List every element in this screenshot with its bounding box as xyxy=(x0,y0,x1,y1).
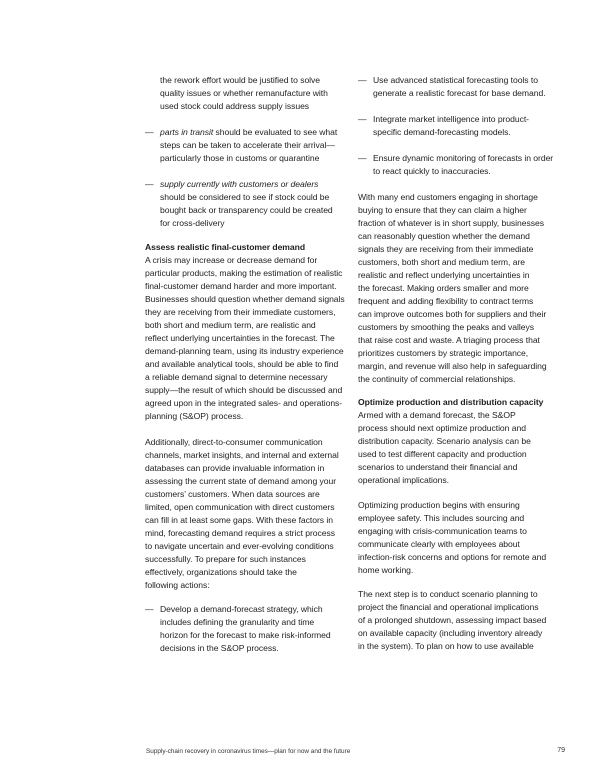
text-line: horizon for the forecast to make risk-informed xyxy=(160,630,331,640)
text-line: Additionally, direct-to-consumer communication xyxy=(145,437,323,447)
text-line: the forecast. Making orders smaller and more xyxy=(358,283,529,293)
text-line: Armed with a demand forecast, the S&OP xyxy=(358,410,516,420)
text-line: decisions in the S&OP process. xyxy=(160,643,279,653)
text-line: communicate clearly with employees about xyxy=(358,539,520,549)
text-line: on available capacity (including inventory already xyxy=(358,628,543,638)
text-line: to navigate uncertain and ever-evolving conditions xyxy=(145,541,334,551)
text-line: and available analytical tools, should be able to find xyxy=(145,359,339,369)
text-line: buying to ensure that they can claim a higher xyxy=(358,205,527,215)
text-line: should be considered to see if stock could be xyxy=(160,192,330,202)
bullet-transit-first-line xyxy=(160,126,337,139)
text-line: demand-planning team, using its industry experience xyxy=(145,346,344,356)
text-line: customers, both short and medium term, are xyxy=(358,257,525,267)
text-line: effectively, organizations should take the xyxy=(145,567,297,577)
bullet-dash: — xyxy=(358,75,367,85)
text-line: Use advanced statistical forecasting tools to xyxy=(373,75,538,85)
text-line: The next step is to conduct scenario planning to xyxy=(358,589,538,599)
section-heading: Assess realistic final-customer demand xyxy=(145,242,306,252)
text-line: generate a realistic forecast for base demand. xyxy=(373,88,546,98)
text-line: for cross-delivery xyxy=(160,218,225,228)
text-line: engaging with crisis-communication teams to xyxy=(358,526,527,536)
text-line: assessing the current state of demand among your xyxy=(145,476,337,486)
bullet-dash: — xyxy=(145,179,154,189)
text-line: Ensure dynamic monitoring of forecasts in order xyxy=(373,153,554,163)
text-line: project the financial and operational implications xyxy=(358,602,539,612)
page-number: 79 xyxy=(557,747,565,754)
text-line: they are receiving from their immediate customers, xyxy=(145,307,336,317)
text-line: distribution capacity. Scenario analysis can be xyxy=(358,436,531,446)
text-line: home working. xyxy=(358,565,414,575)
text-line: agreed upon in the integrated sales- and operations- xyxy=(145,398,343,408)
text-line: both short and medium term, are realistic and xyxy=(145,320,316,330)
text-line: particular products, making the estimation of realistic xyxy=(145,268,343,278)
text-line: fraction of whatever is in short supply, businesses xyxy=(358,218,544,228)
text-line: databases can provide invaluable information in xyxy=(145,463,325,473)
bullet-dash: — xyxy=(358,153,367,163)
bullet-dash: — xyxy=(145,604,154,614)
text-line: A crisis may increase or decrease demand for xyxy=(145,255,318,265)
text-line: specific demand-forecasting models. xyxy=(373,127,511,137)
text-line: realistic and reflect underlying uncertainties in xyxy=(358,270,530,280)
text-line: Develop a demand-forecast strategy, which xyxy=(160,604,323,614)
text-line: steps can be taken to accelerate their arrival— xyxy=(160,140,335,150)
text-line: of a prolonged shutdown, assessing impact based xyxy=(358,615,547,625)
text-line: quality issues or whether remanufacture with xyxy=(160,88,328,98)
text-line: to react quickly to inaccuracies. xyxy=(373,166,491,176)
text-line: mind, forecasting demand requires a strict process xyxy=(145,528,335,538)
text-line: infection-risk concerns and options for remote and xyxy=(358,552,547,562)
text-line: frequent and adding flexibility to contract terms xyxy=(358,296,534,306)
italic-term: supply currently with customers or dealers xyxy=(160,179,319,189)
text-line: Integrate market intelligence into product- xyxy=(373,114,529,124)
text-fragment: should be evaluated to see what xyxy=(213,127,338,137)
text-line: in the system). To plan on how to use available xyxy=(358,641,534,651)
text-line: following actions: xyxy=(145,580,210,590)
bullet-dash: — xyxy=(358,114,367,124)
text-line: includes defining the granularity and time xyxy=(160,617,315,627)
text-line: can reasonably question whether the demand xyxy=(358,231,530,241)
text-line: successfully. To prepare for such instances xyxy=(145,554,306,564)
text-line: a reliable demand signal to determine necessary xyxy=(145,372,328,382)
text-line: the continuity of commercial relationships. xyxy=(358,374,516,384)
text-line: that raise cost and waste. A triaging process that xyxy=(358,335,540,345)
text-line: planning (S&OP) process. xyxy=(145,411,244,421)
text-line: Businesses should question whether demand signals xyxy=(145,294,345,304)
text-line: the rework effort would be justified to solve xyxy=(160,75,321,85)
text-line: signals they are receiving from their immediate xyxy=(358,244,534,254)
text-line: bought back or transparency could be created xyxy=(160,205,333,215)
text-line: operational implications. xyxy=(358,475,449,485)
text-line: can fill in at least some gaps. With these factors in xyxy=(145,515,333,525)
text-line: margin, and revenue will also help in safeguarding xyxy=(358,361,547,371)
text-line: customers’ customers. When data sources are xyxy=(145,489,320,499)
text-line: final-customer demand harder and more important. xyxy=(145,281,337,291)
bullet-dash: — xyxy=(145,127,154,137)
text-line: process should next optimize production and xyxy=(358,423,526,433)
text-line: With many end customers engaging in shortage xyxy=(358,192,538,202)
text-line: prioritizes customers by strategic importance, xyxy=(358,348,529,358)
text-line: supply—the result of which should be discussed and xyxy=(145,385,343,395)
text-line: used to test different capacity and production xyxy=(358,449,527,459)
text-line: particularly those in customs or quarantine xyxy=(160,153,320,163)
section-heading: Optimize production and distribution capacity xyxy=(358,397,544,407)
text-line: Optimizing production begins with ensuring xyxy=(358,500,520,510)
text-line: employee safety. This includes sourcing and xyxy=(358,513,525,523)
italic-term: parts in transit xyxy=(160,127,214,137)
text-line: scenarios to understand their financial and xyxy=(358,462,518,472)
text-line: can improve outcomes both for suppliers and their xyxy=(358,309,547,319)
text-line: reflect underlying uncertainties in the forecast. The xyxy=(145,333,335,343)
text-line: channels, market insights, and internal and external xyxy=(145,450,339,460)
text-line: customers by smoothing the peaks and valleys xyxy=(358,322,534,332)
footer-title: Supply-chain recovery in coronavirus times—plan for now and the future xyxy=(146,748,351,755)
text-line: limited, open communication with direct customers xyxy=(145,502,335,512)
text-line: used stock could address supply issues xyxy=(160,101,310,111)
